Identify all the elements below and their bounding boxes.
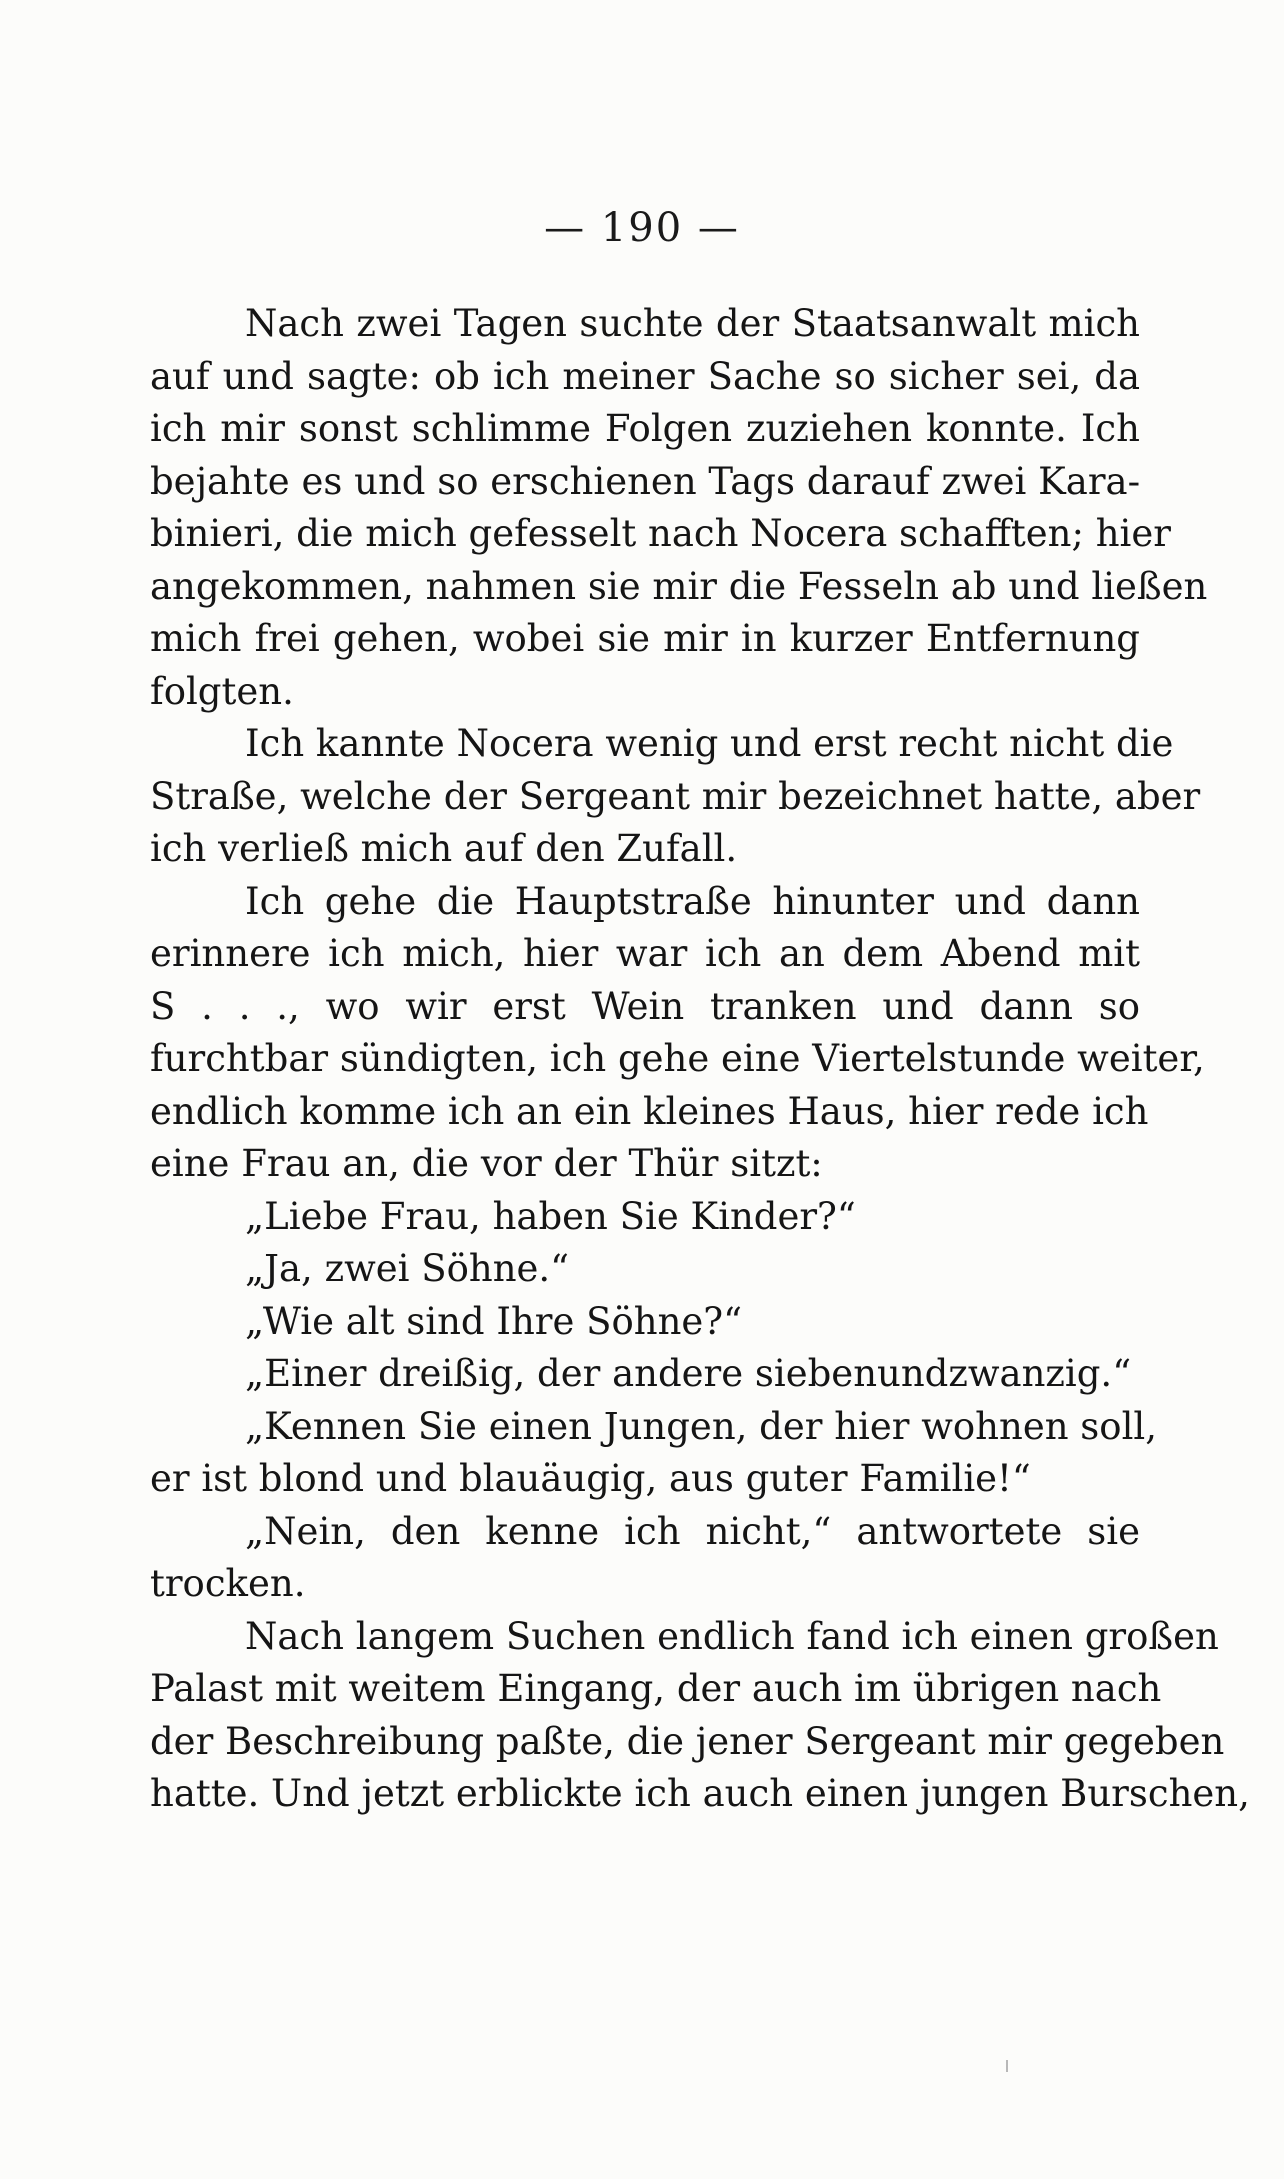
text-line: S . . ., wo wir erst Wein tranken und dann so bbox=[150, 984, 1140, 1028]
text-line: Nach langem Suchen endlich fand ich einen großen bbox=[245, 1614, 1219, 1658]
text-line: Straße, welche der Sergeant mir bezeichnet hatte, aber bbox=[150, 774, 1201, 818]
text-line: binieri, die mich gefesselt nach Nocera schafften; hier bbox=[150, 512, 1171, 555]
dialog-line: „Kennen Sie einen Jungen, der hier wohnen soll, bbox=[245, 1404, 1157, 1448]
text-line: ich verließ mich auf den Zufall. bbox=[150, 827, 738, 870]
text-line: er ist blond und blauäugig, aus guter Familie!“ bbox=[150, 1457, 1031, 1500]
text-line: Ich kannte Nocera wenig und erst recht nicht die bbox=[245, 722, 1174, 765]
text-line: ich mir sonst schlimme Folgen zuziehen konnte. Ich bbox=[150, 407, 1140, 450]
text-line: bejahte es und so erschienen Tags darauf zwei Kara- bbox=[150, 459, 1141, 503]
text-line: Nach zwei Tagen suchte der Staatsanwalt mich bbox=[245, 302, 1140, 345]
dialog-line: „Einer dreißig, der andere siebenundzwanzig.“ bbox=[245, 1352, 1132, 1395]
paper-speck bbox=[1006, 2060, 1008, 2072]
dialog-line: „Wie alt sind Ihre Söhne?“ bbox=[245, 1299, 743, 1343]
body-text bbox=[150, 298, 1250, 1821]
text-line: mich frei gehen, wobei sie mir in kurzer Entfernung bbox=[150, 617, 1140, 660]
text-line: Palast mit weitem Eingang, der auch im übrigen nach bbox=[150, 1667, 1162, 1710]
dialog-line: „Ja, zwei Söhne.“ bbox=[245, 1247, 570, 1290]
text-line: trocken. bbox=[150, 1562, 306, 1605]
text-line: Ich gehe die Hauptstraße hinunter und dann bbox=[245, 879, 1140, 923]
text-line: auf und sagte: ob ich meiner Sache so sicher sei, da bbox=[150, 354, 1140, 398]
text-line: der Beschreibung paßte, die jener Sergeant mir gegeben bbox=[150, 1719, 1225, 1763]
text-line: folgten. bbox=[150, 669, 294, 713]
page-number: — 190 — bbox=[544, 205, 740, 251]
text-line: endlich komme ich an ein kleines Haus, hier rede ich bbox=[150, 1089, 1149, 1133]
text-line: eine Frau an, die vor der Thür sitzt: bbox=[150, 1142, 823, 1185]
text-line: hatte. Und jetzt erblickte ich auch einen jungen Burschen, bbox=[150, 1772, 1250, 1815]
text-line: angekommen, nahmen sie mir die Fesseln ab und ließen bbox=[150, 564, 1208, 608]
text-line: erinnere ich mich, hier war ich an dem Abend mit bbox=[150, 932, 1140, 975]
dialog-line: „Nein, den kenne ich nicht,“ antwortete sie bbox=[245, 1509, 1140, 1553]
dialog-line: „Liebe Frau, haben Sie Kinder?“ bbox=[245, 1194, 856, 1238]
text-line: furchtbar sündigten, ich gehe eine Viertelstunde weiter, bbox=[150, 1037, 1205, 1080]
